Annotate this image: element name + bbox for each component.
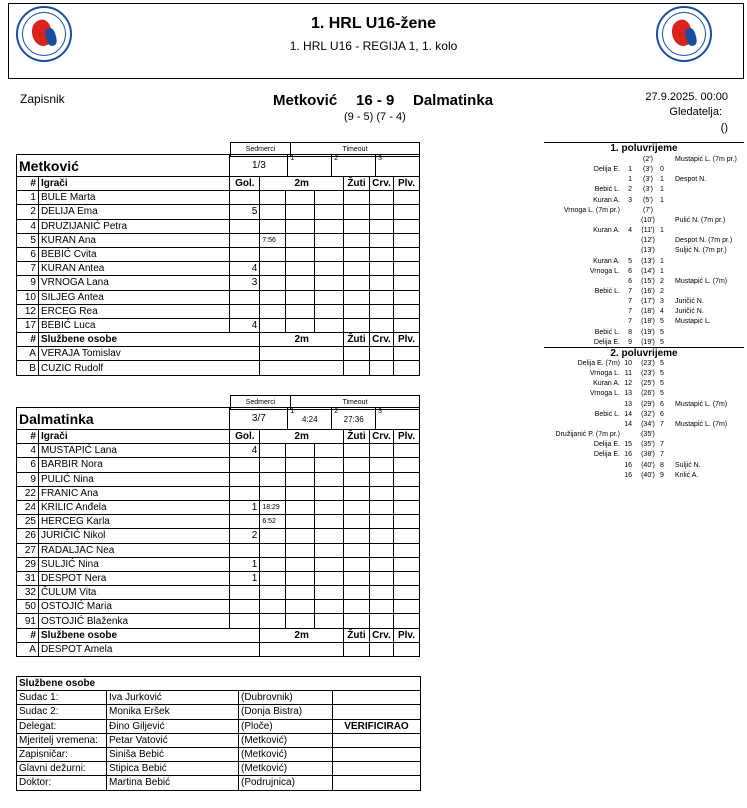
player-row — [17, 614, 420, 628]
timeline-home-scorer: Delija E. — [593, 166, 620, 174]
timeline-minute: (14') — [641, 267, 655, 275]
player-name: DELIJA Ema — [38, 205, 229, 219]
suspension-time — [260, 614, 286, 628]
timeline-minute: (40') — [641, 461, 655, 469]
suspension-time — [260, 529, 286, 543]
players-table: # Igrači Gol. 2m Žuti Crv. Plv. 1 BULE Marta 2 DELIJA Ema 5 4 DRUZIJANIĆ Petra 5 KURAN Ana 7:56 6 BEBIĆ Cvita 7 KURAN Antea 4 9 VRNOGA Lana 3 10 SILJEG Antea 12 ERCEG Rea 17 BEBIĆ Luca 4 # Službene osobe 2m Žuti Crv. Plv. A VERAJA Tomislav B CUZIC Rudolf — [16, 176, 420, 376]
official-role: Doktor: — [17, 776, 107, 790]
timeline-away-score: 1 — [660, 267, 664, 275]
timeout-2: 2 27:36 — [332, 408, 376, 430]
player-number: 50 — [17, 600, 39, 614]
timeline-home-scorer: Delija E. (7m) — [577, 360, 620, 367]
official-role: Zapisničar: — [17, 747, 107, 761]
timeline-minute: (29') — [641, 400, 655, 408]
timeout-1: 1 — [288, 155, 332, 177]
official-row — [17, 776, 421, 790]
player-goals: 4 — [230, 318, 260, 332]
timeline-home-score: 16 — [624, 461, 632, 469]
player-number: 24 — [17, 500, 39, 514]
suspension-time — [260, 304, 286, 318]
half-heading: 2. poluvrijeme — [544, 347, 744, 359]
official-name: Petar Vatović — [107, 733, 239, 747]
suspension-time — [260, 557, 286, 571]
verification-cell — [333, 691, 421, 705]
player-row — [17, 205, 420, 219]
timeline-minute: (18') — [641, 308, 655, 316]
timeline-minute: (19') — [641, 338, 655, 346]
timeline-home-score: 6 — [628, 277, 632, 285]
sevens-label: Sedmerci — [231, 143, 291, 157]
player-goals: 2 — [230, 529, 260, 543]
timeline-away-score: 6 — [660, 400, 664, 408]
player-goals: 4 — [230, 444, 260, 458]
suspension-time — [260, 276, 286, 290]
player-goals: 1 — [230, 557, 260, 571]
player-row — [17, 191, 420, 205]
player-number: 91 — [17, 614, 39, 628]
player-row — [17, 529, 420, 543]
timeline-home-score: 9 — [628, 338, 632, 346]
suspension-time: 7:56 — [260, 233, 286, 247]
timeline-away-score: 4 — [660, 308, 664, 316]
player-number: 6 — [17, 247, 39, 261]
match-datetime: 27.9.2025. 00:00 — [645, 91, 728, 103]
timeline-away-score: 6 — [660, 410, 664, 418]
timeline-away-scorer: Mustapić L. — [675, 318, 711, 326]
player-number: 9 — [17, 472, 39, 486]
official-name: Stipica Bebić — [107, 762, 239, 776]
timeline-away-scorer: Mustapić L. (7m) — [675, 277, 728, 285]
timeline-away-score: 5 — [660, 338, 664, 346]
suspension-time — [260, 458, 286, 472]
spectators-label: Gledatelja: — [669, 106, 722, 118]
player-number: 25 — [17, 515, 39, 529]
player-goals — [230, 543, 260, 557]
player-row — [17, 600, 420, 614]
timeline-minute: (16') — [641, 287, 655, 295]
player-row — [17, 500, 420, 514]
timeline-away-score: 2 — [660, 277, 664, 285]
player-number: 1 — [17, 191, 39, 205]
timeline-minute: (11') — [641, 227, 655, 235]
team-official-row: A VERAJA Tomislav — [17, 347, 420, 361]
player-goals — [230, 472, 260, 486]
player-name: OSTOJIĆ Blaženka — [38, 614, 229, 628]
timeline-minute: (3') — [643, 186, 653, 194]
player-row — [17, 458, 420, 472]
official-place: (Donja Bistra) — [239, 705, 333, 719]
timeline-away-scorer: Mustapić L. (7m pr.) — [675, 156, 737, 163]
player-goals — [230, 304, 260, 318]
timeline-away-scorer: Suljić N. (7m pr.) — [675, 247, 727, 255]
team-official-row: B CUZIC Rudolf — [17, 361, 420, 375]
timeline-away-score: 2 — [660, 287, 664, 295]
player-row — [17, 586, 420, 600]
official-row — [17, 747, 421, 761]
document-label: Zapisnik — [20, 92, 65, 106]
timeout-label: Timeout — [291, 143, 420, 157]
timeout-label: Timeout — [291, 396, 420, 410]
team-name: Dalmatinka — [17, 408, 230, 430]
player-number: 12 — [17, 304, 39, 318]
player-goals — [230, 614, 260, 628]
player-row — [17, 290, 420, 304]
player-number: 10 — [17, 290, 39, 304]
timeline-away-scorer: Suljić N. — [675, 461, 701, 469]
player-number: 2 — [17, 205, 39, 219]
timeline-home-scorer: Kuran A. — [593, 257, 620, 265]
timeline-home-scorer: Bebić L. — [594, 287, 620, 295]
player-goals — [230, 191, 260, 205]
official-role: Mjeritelj vremena: — [17, 733, 107, 747]
timeout-1: 1 4:24 — [288, 408, 332, 430]
team-sevens: 3/7 — [230, 408, 288, 430]
player-name: KURAN Ana — [38, 233, 229, 247]
timeline-away-scorer: Krilić A. — [675, 471, 699, 479]
timeline-away-score: 1 — [660, 227, 664, 235]
timeline-away-scorer: Mustapić L. (7m) — [675, 400, 728, 408]
suspension-time — [260, 586, 286, 600]
player-name: FRANIC Ana — [38, 486, 229, 500]
timeline-minute: (3') — [643, 176, 653, 184]
official-place: (Metković) — [239, 747, 333, 761]
suspension-time — [260, 205, 286, 219]
official-row — [17, 762, 421, 776]
timeline-home-score: 12 — [624, 380, 632, 388]
timeline-home-score: 7 — [628, 287, 632, 295]
player-goals — [230, 219, 260, 233]
suspension-time — [260, 318, 286, 332]
official-role: Sudac 1: — [17, 691, 107, 705]
away-team-title: Dalmatinka — [413, 92, 494, 109]
player-name: MUSTAPIĆ Lana — [38, 444, 229, 458]
player-row — [17, 233, 420, 247]
player-number: 26 — [17, 529, 39, 543]
half-scores: (9 - 5) (7 - 4) — [344, 111, 406, 123]
competition-title: 1. HRL U16-žene — [310, 15, 437, 32]
player-goals — [230, 586, 260, 600]
player-goals — [230, 486, 260, 500]
suspension-time — [260, 219, 286, 233]
timeout-2: 2 — [332, 155, 376, 177]
timeline-home-scorer: Družijanić P. (7m pr.) — [555, 431, 620, 439]
player-row — [17, 543, 420, 557]
player-goals: 1 — [230, 500, 260, 514]
player-number: 5 — [17, 233, 39, 247]
timeline-minute: (18') — [641, 318, 655, 326]
timeline-home-score: 11 — [624, 370, 632, 378]
timeline-home-scorer: Delija E. — [593, 441, 620, 449]
timeline-away-score: 1 — [660, 186, 664, 194]
timeline-home-score: 7 — [628, 318, 632, 326]
timeline-home-score: 16 — [624, 451, 632, 459]
timeline-home-score: 8 — [628, 328, 632, 336]
timeline-home-scorer: Bebić L. — [594, 328, 620, 336]
timeout-3: 3 — [376, 408, 420, 430]
timeline-home-score: 15 — [624, 441, 632, 449]
player-number: 22 — [17, 486, 39, 500]
player-row — [17, 486, 420, 500]
player-row — [17, 276, 420, 290]
official-name: Siniša Bebić — [107, 747, 239, 761]
verified-stamp: VERIFICIRAO — [333, 719, 421, 733]
timeline-home-score: 7 — [628, 308, 632, 316]
timeline-minute: (3') — [643, 166, 653, 174]
timeline-home-scorer: Vrnoga L. — [589, 370, 620, 378]
player-name: KURAN Antea — [38, 262, 229, 276]
timeline-home-score: 4 — [628, 227, 632, 235]
official-name: Martina Bebić — [107, 776, 239, 790]
half-heading: 1. poluvrijeme — [544, 142, 744, 154]
verification-cell — [333, 733, 421, 747]
timeline-away-score: 1 — [660, 176, 664, 184]
team-name: Metković — [17, 155, 230, 177]
timeline-away-score: 1 — [660, 257, 664, 265]
player-name: BARBIR Nora — [38, 458, 229, 472]
player-name: PULIĆ Nina — [38, 472, 229, 486]
official-row — [17, 719, 421, 733]
officials-table — [16, 676, 421, 791]
player-goals — [230, 515, 260, 529]
team-official-name: CUZIC Rudolf — [38, 361, 259, 375]
suspension-time: 6:52 — [260, 515, 286, 529]
timeline-minute: (17') — [641, 298, 655, 306]
timeline-minute: (38') — [641, 451, 655, 459]
timeline-home-score: 10 — [624, 360, 632, 367]
player-number: 29 — [17, 557, 39, 571]
timeline-home-scorer: Delija E. — [593, 451, 620, 459]
timeline-home-score: 7 — [628, 298, 632, 306]
verification-cell — [333, 747, 421, 761]
timeline-away-score: 5 — [660, 370, 664, 378]
official-row — [17, 733, 421, 747]
suspension-time — [260, 472, 286, 486]
player-goals: 5 — [230, 205, 260, 219]
timeline-minute: (35') — [641, 441, 655, 449]
suspension-time — [260, 290, 286, 304]
player-row — [17, 262, 420, 276]
timeline-home-score: 5 — [628, 257, 632, 265]
timeline-home-score: 2 — [628, 186, 632, 194]
timeline-minute: (40') — [641, 471, 655, 479]
timeline-minute: (19') — [641, 328, 655, 336]
official-place: (Ploče) — [239, 719, 333, 733]
timeline-away-score: 3 — [660, 298, 664, 306]
official-place: (Dubrovnik) — [239, 691, 333, 705]
suspension-time — [260, 600, 286, 614]
player-number: 4 — [17, 219, 39, 233]
timeline-home-score: 14 — [624, 410, 632, 418]
timeline-away-score: 5 — [660, 328, 664, 336]
timeout-3: 3 — [376, 155, 420, 177]
player-goals — [230, 458, 260, 472]
timeline-minute: (13') — [641, 247, 655, 255]
timeline-minute: (26') — [641, 390, 655, 398]
timeline-minute: (5') — [643, 196, 653, 204]
player-name: ČULUM Vita — [38, 586, 229, 600]
timeline-away-score: 8 — [660, 461, 664, 469]
timeline-home-scorer: Vrnoga L. (7m pr.) — [563, 206, 620, 214]
player-number: 6 — [17, 458, 39, 472]
player-number: 4 — [17, 444, 39, 458]
timeline-home-scorer: Bebić L. — [594, 186, 620, 194]
player-row — [17, 571, 420, 585]
timeline-away-score: 9 — [660, 471, 664, 479]
player-goals: 1 — [230, 571, 260, 585]
player-number: 27 — [17, 543, 39, 557]
player-number: 9 — [17, 276, 39, 290]
timeline-away-score: 7 — [660, 420, 664, 428]
timeline-home-score: 13 — [624, 390, 632, 398]
player-name: ERCEG Rea — [38, 304, 229, 318]
officials-title: Službene osobe — [17, 677, 421, 691]
player-row — [17, 472, 420, 486]
timeline-home-score: 3 — [628, 196, 632, 204]
player-name: DRUZIJANIĆ Petra — [38, 219, 229, 233]
timeline-away-score: 5 — [660, 380, 664, 388]
timeline-away-score: 1 — [660, 196, 664, 204]
timeline-away-score: 5 — [660, 390, 664, 398]
player-name: VRNOGA Lana — [38, 276, 229, 290]
timeline-minute: (2') — [643, 156, 653, 163]
player-row — [17, 304, 420, 318]
timeline-minute: (23') — [641, 370, 655, 378]
player-name: SULJIĆ Nina — [38, 557, 229, 571]
timeline-minute: (7') — [643, 206, 653, 214]
official-row — [17, 705, 421, 719]
timeline-minute: (34') — [641, 420, 655, 428]
player-name: BEBIĆ Cvita — [38, 247, 229, 261]
player-name: JURIČIĆ Nikol — [38, 529, 229, 543]
official-place: (Podrujnica) — [239, 776, 333, 790]
player-goals: 4 — [230, 262, 260, 276]
player-name: BULE Marta — [38, 191, 229, 205]
verification-cell — [333, 776, 421, 790]
timeline-away-scorer: Mustapić L. (7m) — [675, 420, 728, 428]
timeline-minute: (10') — [641, 216, 655, 224]
player-name: OSTOJIĆ Maria — [38, 600, 229, 614]
official-place: (Metković) — [239, 762, 333, 776]
player-number: 32 — [17, 586, 39, 600]
suspension-time: 18:29 — [260, 500, 286, 514]
player-row — [17, 444, 420, 458]
official-name: Monika Eršek — [107, 705, 239, 719]
timeline-away-scorer: Juričić N. — [675, 308, 704, 316]
player-goals — [230, 600, 260, 614]
suspension-time — [260, 486, 286, 500]
timeline-home-scorer: Kuran A. — [593, 380, 620, 388]
team-sevens: 1/3 — [230, 155, 288, 177]
timeline-away-scorer: Juričić N. — [675, 298, 704, 306]
player-row — [17, 219, 420, 233]
home-team-title: Metković — [273, 92, 338, 109]
suspension-time — [260, 571, 286, 585]
player-row — [17, 557, 420, 571]
official-name: Iva Jurković — [107, 691, 239, 705]
timeline-home-score: 13 — [624, 400, 632, 408]
player-name: BEBIĆ Luca — [38, 318, 229, 332]
timeline-minute: (32') — [641, 410, 655, 418]
sevens-label: Sedmerci — [231, 396, 291, 410]
team-official-name: DESPOT Amela — [38, 642, 259, 656]
timeline-away-score: 0 — [660, 166, 664, 174]
suspension-time — [260, 543, 286, 557]
timeline-away-score: 5 — [660, 360, 664, 367]
player-name: HERCEG Karla — [38, 515, 229, 529]
timeline-away-scorer: Pulić N. (7m pr.) — [675, 216, 726, 224]
player-row — [17, 515, 420, 529]
verification-cell — [333, 705, 421, 719]
official-row — [17, 691, 421, 705]
players-table: # Igrači Gol. 2m Žuti Crv. Plv. 4 MUSTAPIĆ Lana 4 6 BARBIR Nora 9 PULIĆ Nina 22 FRANIC Ana 24 KRILIC Anđela 1 18:29 25 HERCEG Karla 6:52 26 JURIČIĆ Nikol 2 27 RADALJAC Nea 29 SULJIĆ Nina 1 31 DESPOT Nera 1 32 ČULUM Vita 50 OSTOJIĆ Maria 91 OSTOJIĆ Blaženka # Službene osobe 2m Žuti Crv. Plv. A DESPOT Amela — [16, 429, 420, 657]
player-number: 31 — [17, 571, 39, 585]
official-role: Sudac 2: — [17, 705, 107, 719]
timeline-away-scorer: Despot N. — [675, 176, 707, 184]
suspension-time — [260, 444, 286, 458]
official-role: Glavni dežurni: — [17, 762, 107, 776]
player-name: DESPOT Nera — [38, 571, 229, 585]
timeline-home-score: 1 — [628, 166, 632, 174]
timeline-home-scorer: Bebić L. — [594, 410, 620, 418]
official-role: Delegat: — [17, 719, 107, 733]
player-goals: 3 — [230, 276, 260, 290]
timeline-home-score: 14 — [624, 420, 632, 428]
player-row — [17, 318, 420, 332]
final-score: 16 - 9 — [356, 92, 395, 109]
official-name: Đino Giljević — [107, 719, 239, 733]
suspension-time — [260, 191, 286, 205]
timeline-home-scorer: Delija E. — [593, 338, 620, 346]
timeline-minute: (15') — [641, 277, 655, 285]
player-name: RADALJAC Nea — [38, 543, 229, 557]
timeline-minute: (12') — [641, 237, 655, 245]
player-name: KRILIC Anđela — [38, 500, 229, 514]
timeline-home-score: 16 — [624, 471, 632, 479]
timeline-home-score: 6 — [628, 267, 632, 275]
suspension-time — [260, 247, 286, 261]
suspension-time — [260, 262, 286, 276]
timeline-away-score: 5 — [660, 318, 664, 326]
competition-subtitle: 1. HRL U16 - REGIJA 1, 1. kolo — [289, 39, 458, 53]
player-number: 17 — [17, 318, 39, 332]
timeline-minute: (13') — [641, 257, 655, 265]
spectators-value: () — [720, 122, 728, 134]
team-official-row: A DESPOT Amela — [17, 642, 420, 656]
official-place: (Metković) — [239, 733, 333, 747]
timeline-minute: (25') — [641, 380, 655, 388]
player-goals — [230, 233, 260, 247]
timeline-home-scorer: Vrnoga L. — [589, 390, 620, 398]
team-official-name: VERAJA Tomislav — [38, 347, 259, 361]
timeline-home-scorer: Kuran A. — [593, 227, 620, 235]
timeline-minute: (35') — [641, 431, 655, 439]
player-row — [17, 247, 420, 261]
timeline-home-score: 1 — [628, 176, 632, 184]
timeline-home-scorer: Vrnoga L. — [589, 267, 620, 275]
player-goals — [230, 290, 260, 304]
timeline-home-scorer: Kuran A. — [593, 196, 620, 204]
verification-cell — [333, 762, 421, 776]
player-name: SILJEG Antea — [38, 290, 229, 304]
timeline-minute: (23') — [641, 360, 655, 367]
timeline-away-scorer: Despot N. (7m pr.) — [675, 237, 733, 245]
player-number: 7 — [17, 262, 39, 276]
timeline-away-score: 7 — [660, 441, 664, 449]
player-goals — [230, 247, 260, 261]
timeline-away-score: 7 — [660, 451, 664, 459]
